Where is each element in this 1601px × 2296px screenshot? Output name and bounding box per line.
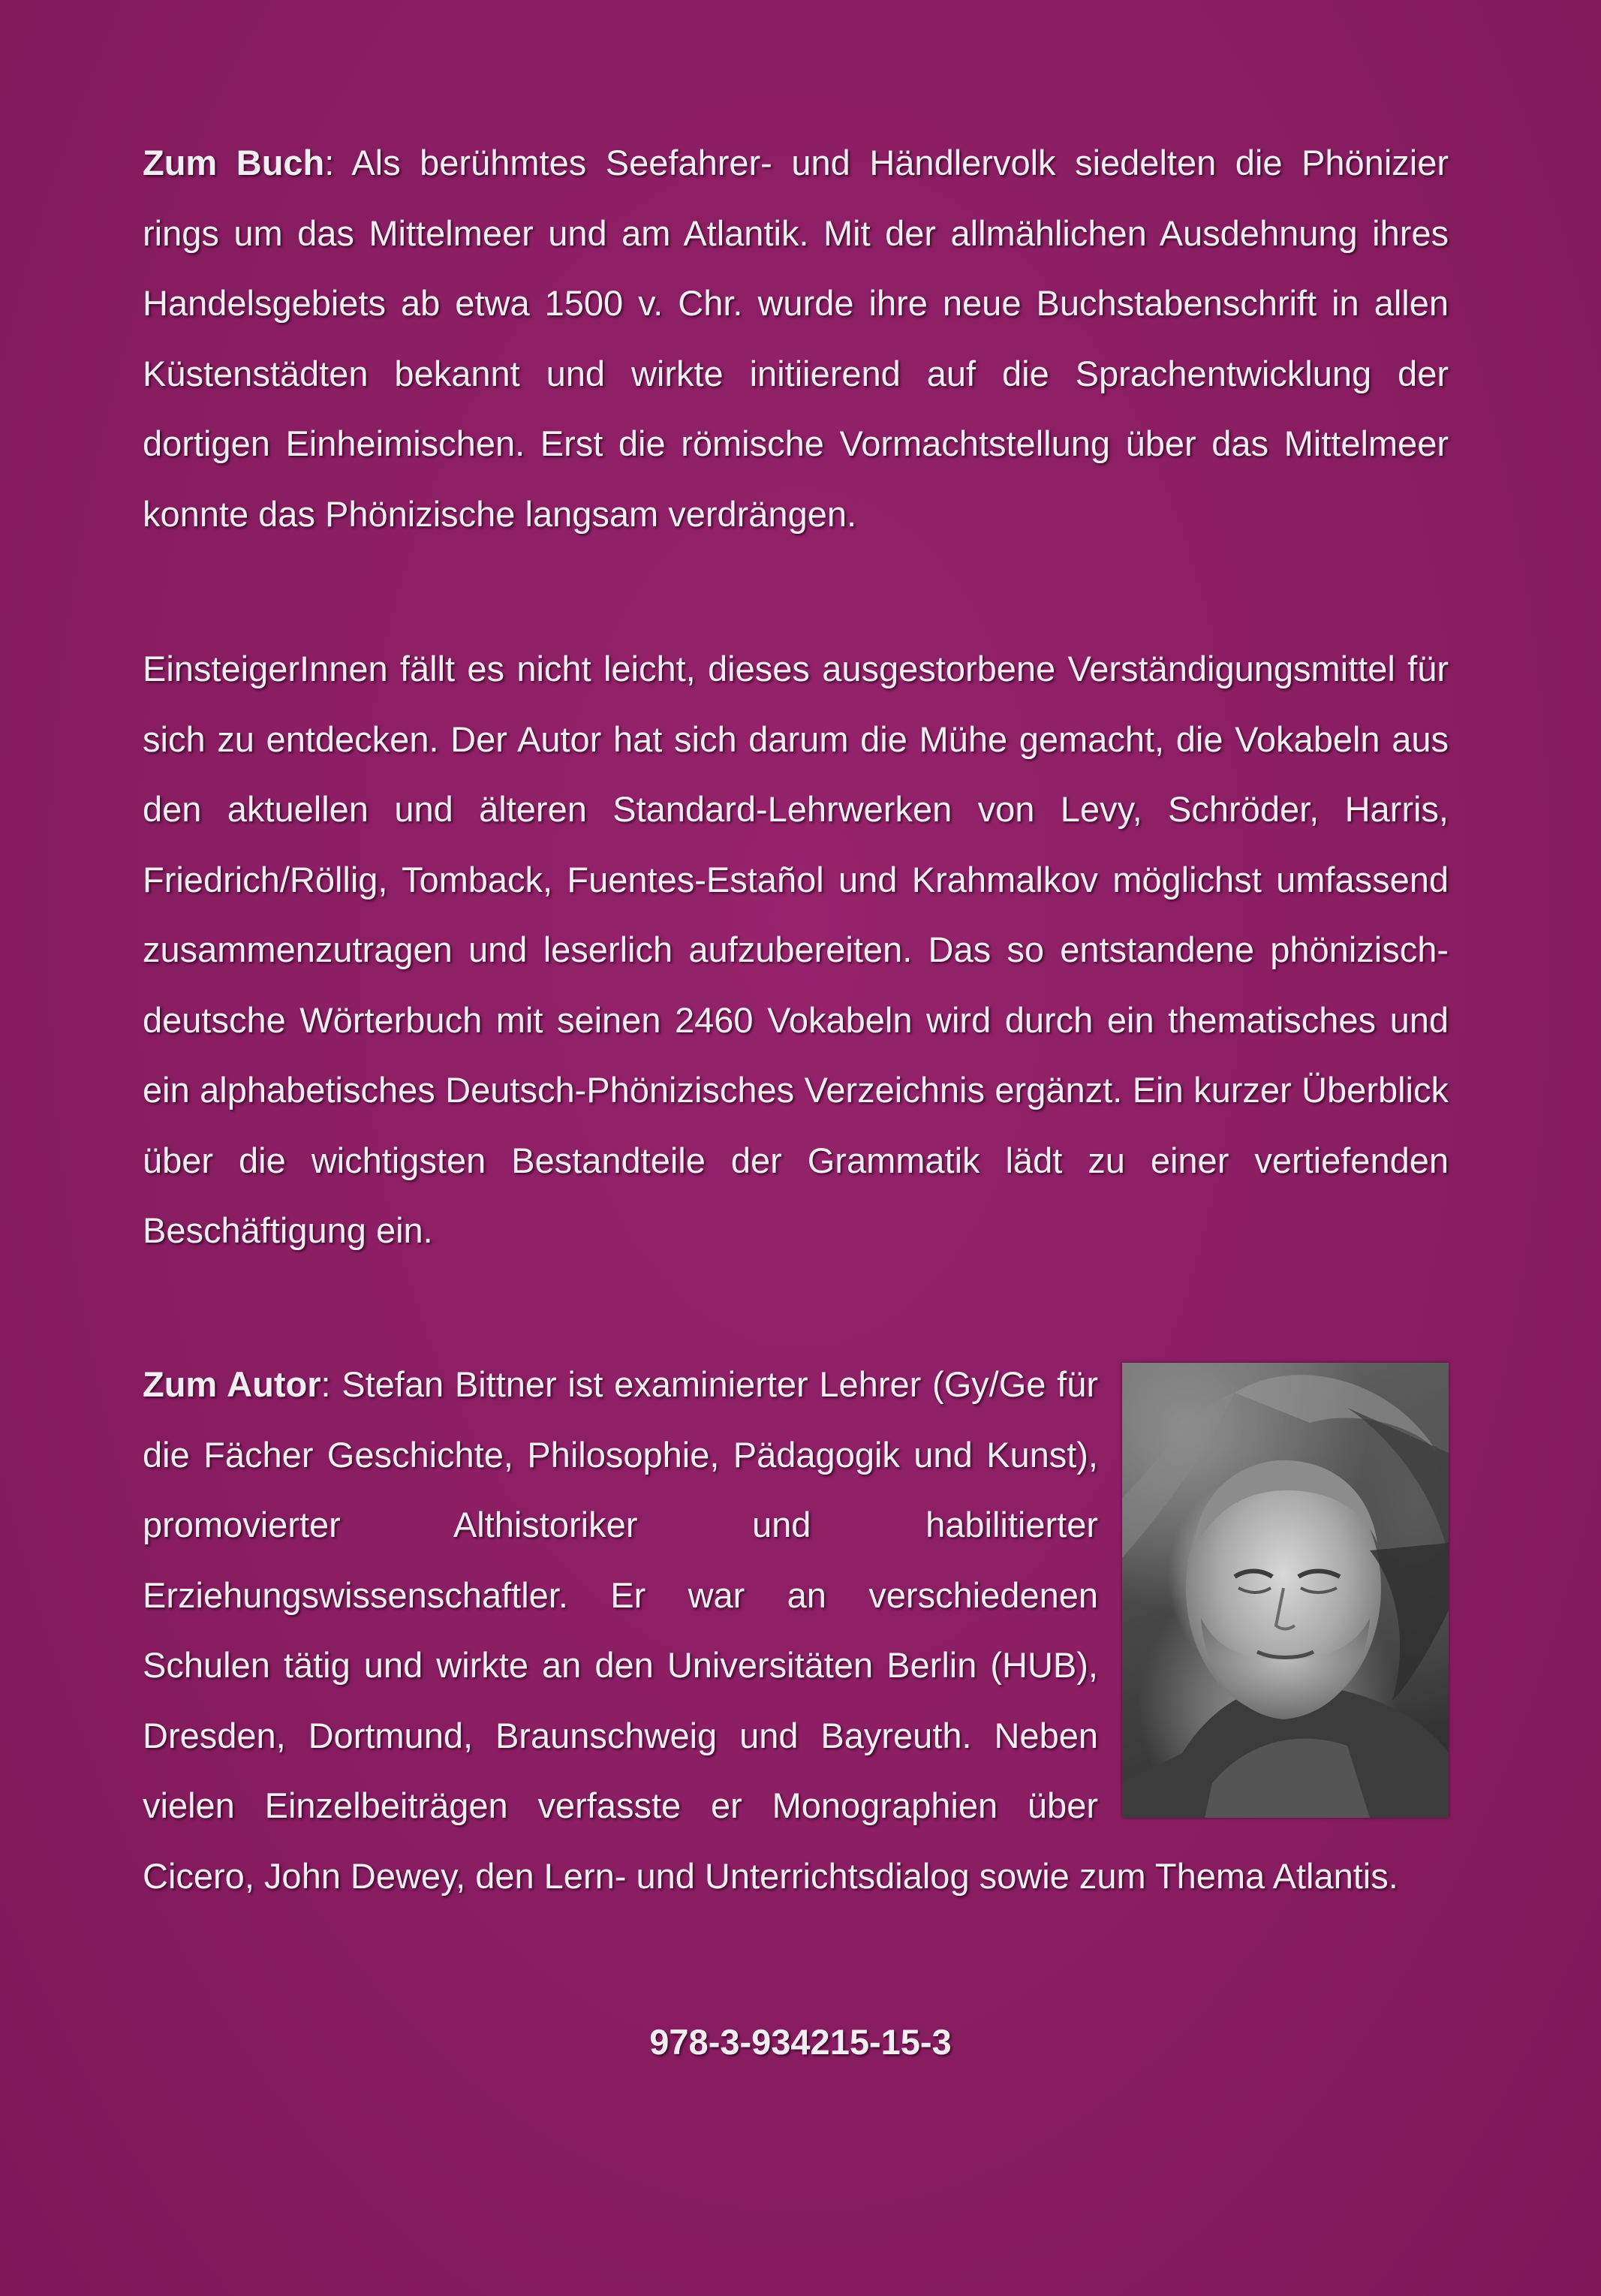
author-section-label: Zum Autor	[143, 1364, 321, 1404]
book-description-block	[143, 128, 1449, 549]
book-section-label: Zum Buch	[143, 143, 325, 182]
isbn-number: 978-3-934215-15-3	[649, 2022, 952, 2062]
portrait-image	[1122, 1363, 1449, 1818]
beginners-paragraph: EinsteigerInnen fällt es nicht leicht, dieses ausgestorbene Verständigungsmittel für sich zu entdecken. Der Autor hat sich darum die Mühe gemacht, die Vokabeln aus den aktuellen und älteren Standard-Lehrwerken von Levy, Schröder, Harris, Friedrich/Röllig, Tomback, Fuentes-Estañol und Krahmalkov möglichst umfassend zusammenzutragen und leserlich aufzubereiten. Das so entstandene phönizisch-deutsche Wörterbuch mit seinen 2460 Vokabeln wird durch ein thematisches und ein alphabetisches Deutsch-Phönizisches Verzeichnis ergänzt. Ein kurzer Überblick über die wichtigsten Bestandteile der Grammatik lädt zu einer vertiefenden Beschäftigung ein.	[143, 649, 1449, 1250]
author-portrait-photo	[1122, 1363, 1449, 1818]
author-block	[143, 1349, 1449, 1911]
author-description-text: : Stefan Bittner ist examinierter Lehrer (Gy/Ge für die Fächer Geschichte, Philosophie, Pädagogik und Kunst), promovierter Althistoriker und habilitierter Erziehungswissenschaftler. Er war an verschiedenen Schulen tätig und wirkte an den Universitäten Berlin (HUB), Dresden, Dortmund, Braunschweig und Bayreuth. Neben vielen Einzelbeiträgen verfasste er Monographien über Cicero, John Dewey, den Lern- und Unterrichtsdialog sowie zum Thema Atlantis.	[143, 1364, 1398, 1896]
book-description-paragraph	[143, 128, 1449, 549]
beginners-block	[143, 634, 1449, 1266]
book-description-text: : Als berühmtes Seefahrer- und Händlervolk siedelten die Phönizier rings um das Mittelmeer und am Atlantik. Mit der allmählichen Ausdehnung ihres Handelsgebiets ab etwa 1500 v. Chr. wurde ihre neue Buchstabenschrift in allen Küstenstädten bekannt und wirkte initiierend auf die Sprachentwicklung der dortigen Einheimischen. Erst die römische Vormachtstellung über das Mittelmeer konnte das Phönizische langsam verdrängen.	[143, 143, 1449, 534]
